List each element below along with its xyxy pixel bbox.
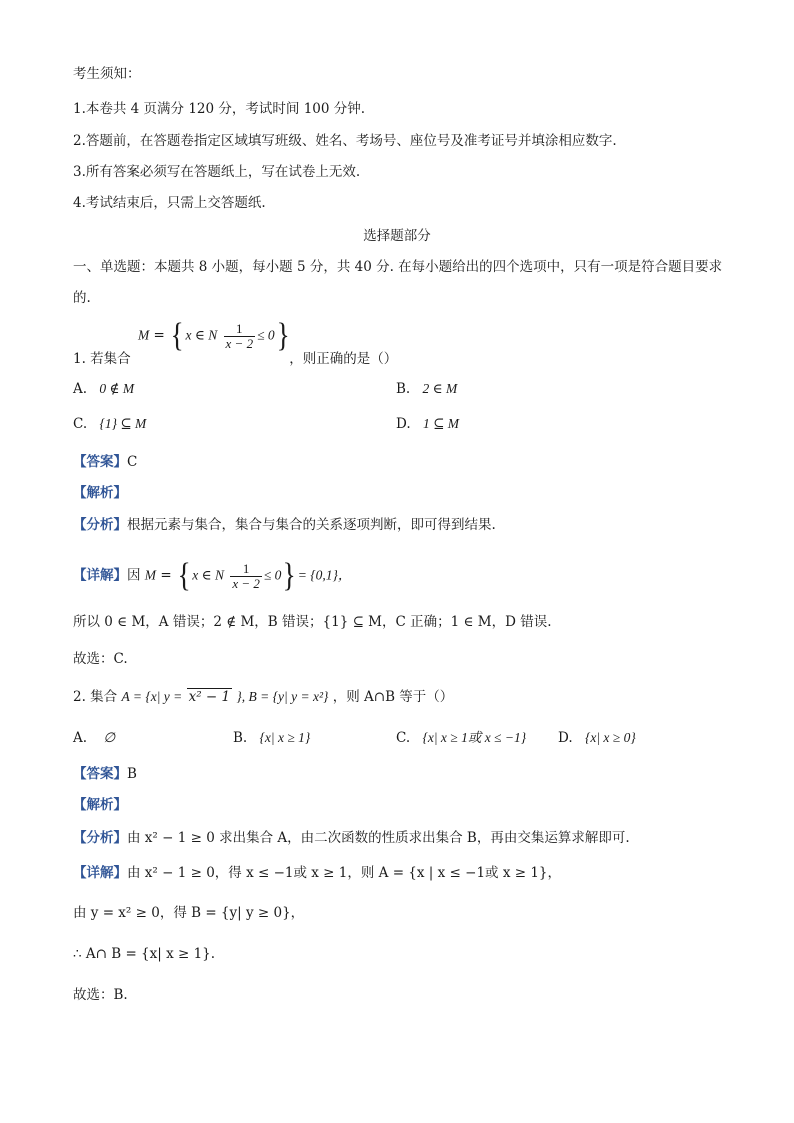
q1-option-b-label: B. — [396, 381, 411, 397]
q2-sqrt-content: x² − 1 — [188, 689, 231, 705]
q2-fenxi-text: 由 x² − 1 ≥ 0 求出集合 A，由二次函数的性质求出集合 B，再由交集运算求解即可. — [127, 830, 630, 846]
q1-set-lhs: x ∈ N — [185, 327, 218, 343]
q2-stem-prefix: 2. 集合 — [73, 689, 118, 705]
q1-xiangjie-prefix: 因 — [127, 567, 141, 584]
q2-option-d-label: D. — [558, 730, 573, 746]
q1-xiangjie-frac-num: 1 — [230, 562, 262, 577]
q2-stem-tail: ，则 A∩B 等于（） — [332, 689, 454, 705]
q1-set-name: M — [138, 327, 150, 343]
q1-xiangjie-fraction — [230, 562, 262, 591]
q2-choose: 故选：B. — [73, 987, 128, 1003]
q1-xiangjie-tag: 【详解】 — [73, 567, 127, 584]
q2-option-b-text: {x| x ≥ 1} — [259, 730, 311, 745]
q2-stem — [73, 687, 453, 707]
notice-item-3: 3.所有答案必须写在答题纸上，写在试卷上无效. — [73, 164, 361, 180]
q2-option-c-label: C. — [396, 730, 411, 746]
q1-analysis-tag — [73, 483, 127, 503]
q2-option-b — [233, 728, 310, 748]
q1-xiangjie: 【详解】因 M = { x ∈ N $\frac{1}{x - 2}$ ≤ 0} = {0,1}， — [73, 557, 352, 594]
q1-frac-num: 1 — [224, 322, 256, 337]
q1-xiangjie-result: = {0,1}， — [297, 567, 352, 583]
q2-xiangjie-text: 由 x² − 1 ≥ 0，得 x ≤ −1或 x ≥ 1，则 A = {x | x ≤ −1或 x ≥ 1}， — [127, 865, 562, 881]
q1-xiangjie-set-lhs: x ∈ N — [192, 567, 225, 583]
q1-fenxi-text: 根据元素与集合，集合与集合的关系逐项判断，即可得到结果. — [127, 517, 496, 533]
notice-item-1: 1.本卷共 4 页满分 120 分，考试时间 100 分钟. — [73, 101, 366, 117]
notice-item-2: 2.答题前，在答题卷指定区域填写班级、姓名、考场号、座位号及准考证号并填涂相应数字. — [73, 133, 617, 149]
q1-stem-tail: ，则正确的是（） — [289, 351, 398, 367]
q2-answer-tag: 【答案】 — [73, 766, 127, 782]
q1-option-d — [396, 414, 459, 434]
q1-number: 1. 若集合 — [73, 351, 131, 367]
q1-xiangjie-frac-den: x − 2 — [232, 575, 260, 591]
q1-option-c-text: {1} ⊆ M — [99, 416, 147, 431]
q1-option-b — [396, 379, 457, 399]
q1-answer-tag: 【答案】 — [73, 454, 127, 470]
q1-frac-den: x − 2 — [225, 335, 254, 351]
q2-option-d-text: {x| x ≥ 0} — [584, 730, 636, 745]
q1-conclusion: 所以 0 ∈ M，A 错误；2 ∉ M，B 错误；{1} ⊆ M，C 正确；1 ∈ M，D 错误. — [73, 614, 552, 630]
q1-option-c-label: C. — [73, 416, 88, 432]
section-intro-line-1: 一、单选题：本题共 8 小题，每小题 5 分，共 40 分. 在每小题给出的四个选项中，只有一项是符合题目要求 — [73, 259, 723, 275]
q1-fenxi — [73, 515, 496, 535]
q2-set-a-post: }, B = {y| y = x²} — [236, 689, 329, 704]
q2-option-a-text: ∅ — [103, 730, 116, 745]
right-brace-icon: } — [283, 557, 297, 594]
q2-answer-value: B — [127, 766, 137, 782]
sqrt-icon — [187, 688, 233, 705]
q2-analysis-label: 【解析】 — [73, 797, 127, 813]
q2-fenxi — [73, 828, 630, 848]
notice-item-4: 4.考试结束后，只需上交答题纸. — [73, 195, 266, 211]
q1-fenxi-tag: 【分析】 — [73, 517, 127, 533]
q2-option-a-label: A. — [73, 730, 88, 746]
q1-choose: 故选：C. — [73, 651, 128, 667]
section-title: 选择题部分 — [363, 228, 431, 244]
q1-option-c — [73, 414, 146, 434]
q2-option-a — [73, 728, 115, 748]
q2-option-b-label: B. — [233, 730, 248, 746]
q2-fenxi-tag: 【分析】 — [73, 830, 127, 846]
q1-set-definition: M = { x ∈ N $\frac{1}{x - 2}$ ≤ 0} — [138, 317, 290, 354]
q2-analysis-tag — [73, 795, 127, 815]
q2-line-3: ∴ A∩ B = {x| x ≥ 1}. — [73, 946, 216, 962]
q1-option-a-text: 0 ∉ M — [99, 381, 135, 396]
q1-stem — [73, 349, 397, 369]
q1-option-a-label: A. — [73, 381, 88, 397]
q2-option-c — [396, 728, 526, 748]
q1-set-rel: ≤ 0 — [257, 327, 275, 343]
q1-answer-value: C — [127, 454, 138, 470]
q2-option-c-text: {x| x ≥ 1或 x ≤ −1} — [422, 730, 527, 745]
q1-option-a — [73, 379, 134, 399]
q1-option-d-label: D. — [396, 416, 411, 432]
section-intro-line-2: 的. — [73, 290, 91, 306]
q1-answer — [73, 452, 137, 472]
q1-xiangjie-set-rel: ≤ 0 — [263, 567, 282, 583]
q2-xiangjie-tag: 【详解】 — [73, 865, 127, 881]
q1-xiangjie-set-name: M — [144, 567, 157, 583]
q1-option-d-text: 1 ⊆ M — [422, 416, 459, 431]
q2-set-a-pre: A = {x| y = — [121, 689, 183, 704]
notice-title: 考生须知： — [73, 66, 141, 82]
q2-xiangjie — [73, 863, 561, 883]
q2-line-2: 由 y = x² ≥ 0，得 B = {y| y ≥ 0}， — [73, 905, 305, 921]
q2-option-d — [558, 728, 636, 748]
q1-analysis-label: 【解析】 — [73, 485, 127, 501]
left-brace-icon: { — [170, 317, 184, 354]
q2-answer — [73, 764, 137, 784]
right-brace-icon: } — [276, 317, 290, 354]
left-brace-icon: { — [177, 557, 191, 594]
q1-option-b-text: 2 ∈ M — [422, 381, 458, 396]
q1-fraction — [224, 322, 256, 351]
